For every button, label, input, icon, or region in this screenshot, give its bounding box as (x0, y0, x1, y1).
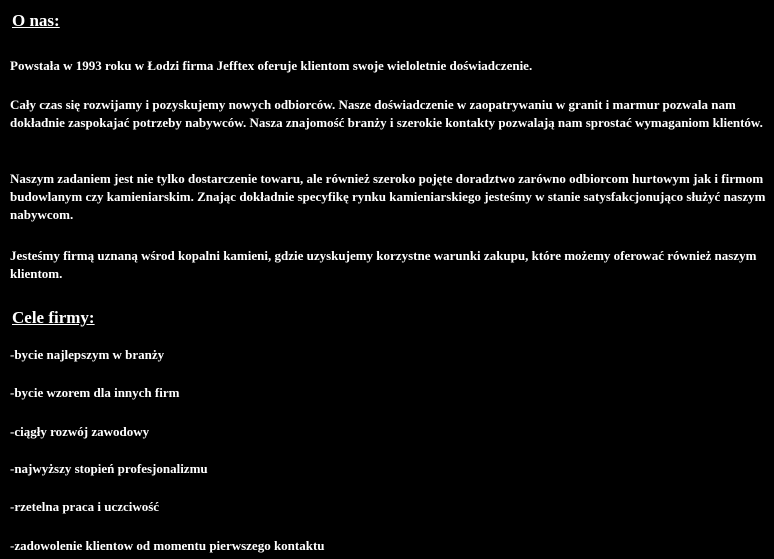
goal-item: -bycie wzorem dla innych firm (10, 385, 180, 400)
about-paragraph-growth: Cały czas się rozwijamy i pozyskujemy nowych odbiorców. Nasze doświadczenie w zaopatrywaniu w granit i marmur pozwala nam dokładnie zaspokajać potrzeby nabywców. Nasza znajomość branży i szerokie kontakty pozwalają nam sprostać wymaganiom klientów. (10, 97, 763, 130)
goal-item: -ciągły rozwój zawodowy (10, 424, 150, 439)
about-heading: O nas: (12, 11, 60, 30)
goal-item: -zadowolenie klientow od momentu pierwszego kontaktu (10, 538, 325, 553)
goal-item: -najwyższy stopień profesjonalizmu (10, 461, 208, 476)
goal-item: -bycie najlepszym w branży (10, 347, 165, 362)
about-paragraph-mission: Naszym zadaniem jest nie tylko dostarczenie towaru, ale również szeroko pojęte doradztwo zarówno odbiorcom hurtowym jak i firmom budowlanym czy kamieniarskim. Znając dokładnie specyfikę rynku kamieniarskiego jesteśmy w stanie satysfakcjonująco służyć naszym nabywcom. (10, 171, 766, 222)
goal-item: -rzetelna praca i uczciwość (10, 499, 160, 514)
about-paragraph-intro: Powstała w 1993 roku w Łodzi firma Jefftex oferuje klientom swoje wieloletnie doświadczenie. (10, 58, 533, 73)
about-paragraph-reputation: Jesteśmy firmą uznaną wśrod kopalni kamieni, gdzie uzyskujemy korzystne warunki zakupu, które możemy oferować również naszym klientom. (10, 248, 757, 281)
goals-heading: Cele firmy: (12, 308, 95, 327)
